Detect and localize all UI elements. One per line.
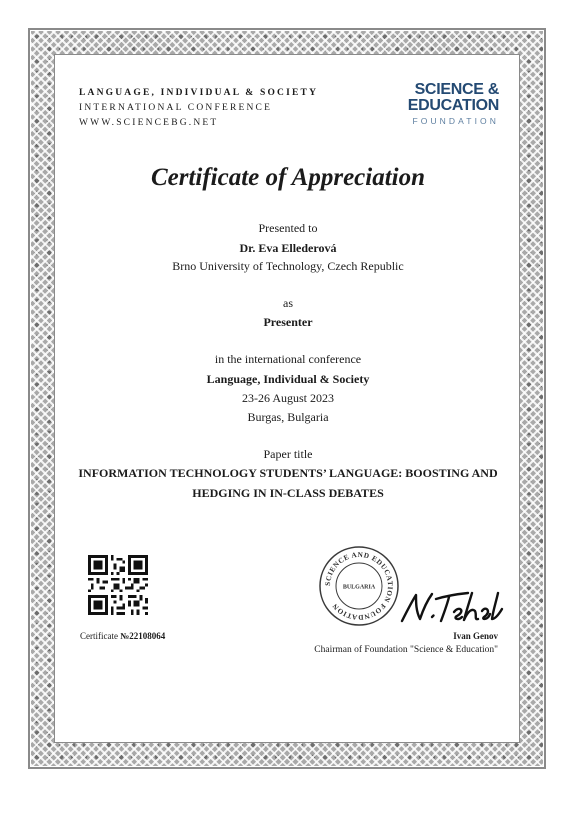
foundation-logo xyxy=(408,82,499,126)
logo-line-3: FOUNDATION xyxy=(412,116,499,126)
signatory-role: Chairman of Foundation "Science & Education" xyxy=(314,645,498,655)
seal-stamp-icon xyxy=(318,545,400,627)
conference-dates: 23-26 August 2023 xyxy=(241,391,334,405)
conference-header-title: LANGUAGE, INDIVIDUAL & SOCIETY xyxy=(79,88,319,98)
recipient-name: Dr. Eva Ellederová xyxy=(239,241,337,255)
conference-intro: in the international conference xyxy=(214,352,362,366)
certificate-number-value: №22108064 xyxy=(120,631,166,641)
conference-header xyxy=(79,86,318,131)
certificate-title: Certificate of Appreciation xyxy=(150,164,426,191)
conference-header-subtitle: INTERNATIONAL CONFERENCE xyxy=(79,103,273,113)
logo-line-2: EDUCATION xyxy=(407,97,499,114)
conference-website: WWW.SCIENCEBG.NET xyxy=(79,118,219,128)
as-label: as xyxy=(283,296,293,310)
paper-title-label: Paper title xyxy=(263,447,313,461)
qr-code-icon xyxy=(88,555,148,615)
handwritten-signature xyxy=(396,585,504,633)
stamp-ring-text: SCIENCE AND EDUCATION FOUNDATION xyxy=(323,550,395,622)
certificate-number-label: Certificate xyxy=(80,631,121,641)
conference-name: Language, Individual & Society xyxy=(206,372,370,386)
paper-title: INFORMATION TECHNOLOGY STUDENTS’ LANGUAGE: BOOSTING AND HEDGING IN IN-CLASS DEBATES xyxy=(78,466,498,500)
conference-location: Burgas, Bulgaria xyxy=(247,410,329,424)
recipient-role: Presenter xyxy=(263,315,313,329)
certificate-number xyxy=(80,631,165,641)
recipient-affiliation: Brno University of Technology, Czech Republic xyxy=(172,259,404,273)
presented-to-label: Presented to xyxy=(258,221,318,235)
logo-line-1: SCIENCE & xyxy=(414,81,499,98)
stamp-center-text: BULGARIA xyxy=(342,584,376,591)
signatory-name: Ivan Genov xyxy=(453,631,498,641)
